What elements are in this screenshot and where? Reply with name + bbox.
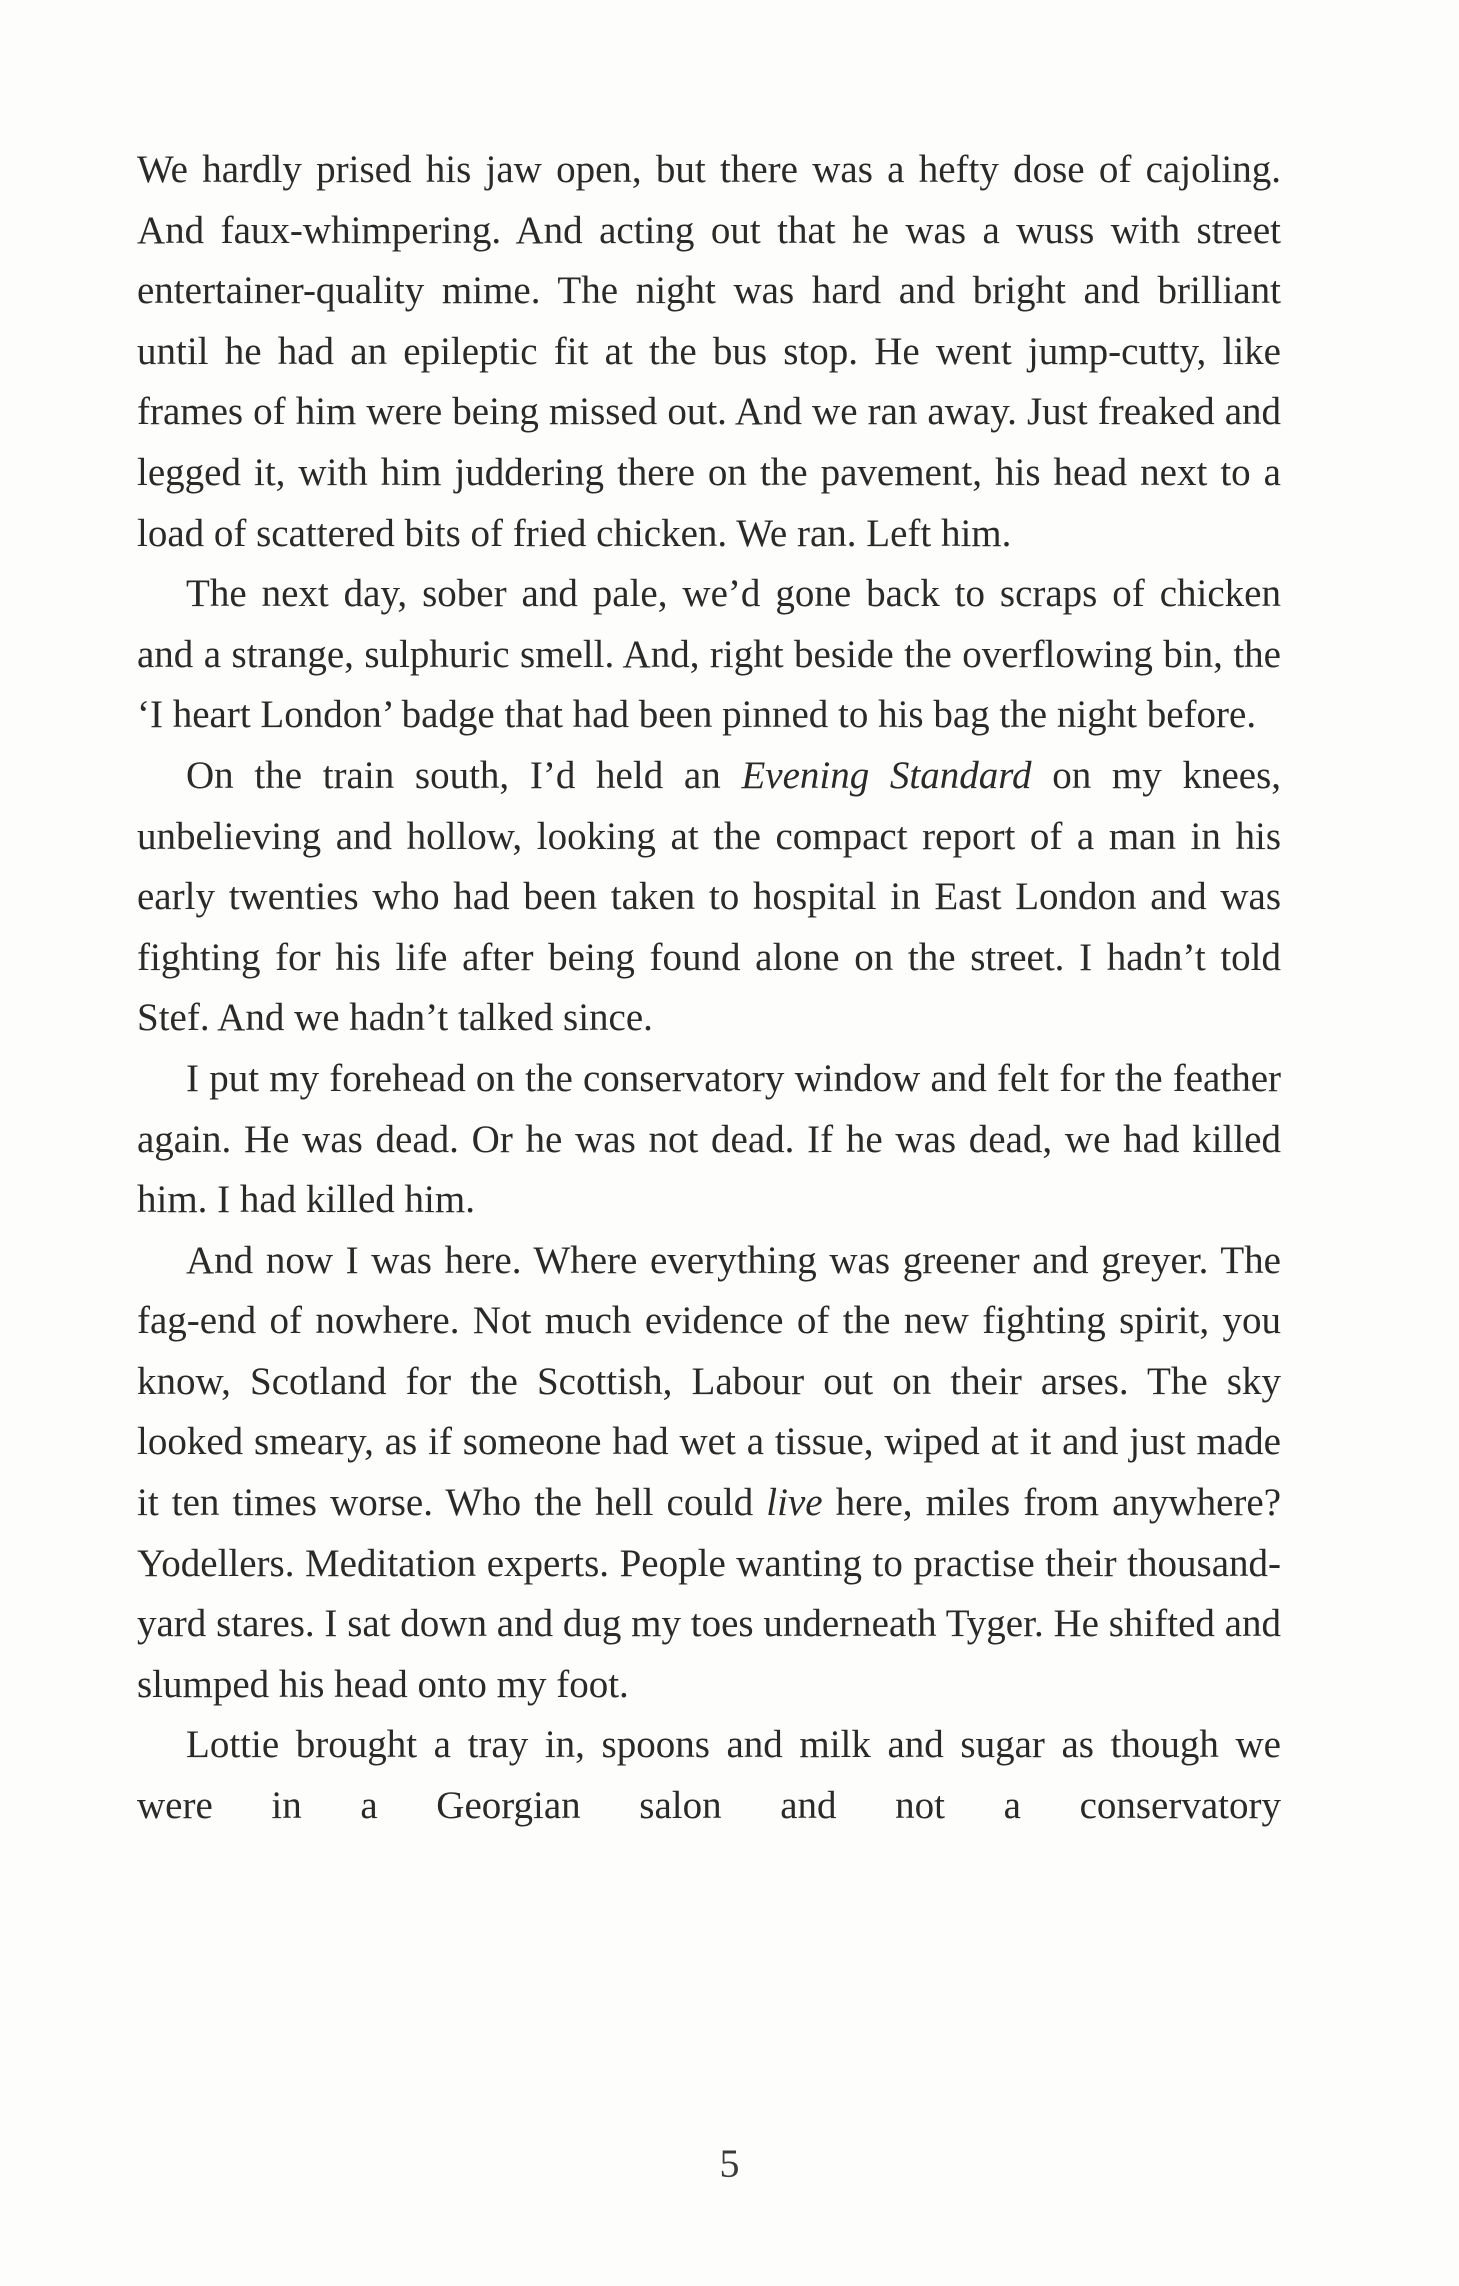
paragraph-3: [137, 746, 1281, 1049]
paragraph-3-part-1: On the train south, I’d held an: [186, 753, 742, 797]
paragraph-3-part-2: on my knees, unbelieving and hollow, looking at the compact report of a man in his early twenties who had been taken to hospital in East London and was fighting for his life after being found alone on the street. I hadn’t told Stef. And we hadn’t talked since.: [137, 753, 1282, 1040]
paragraph-5: [137, 1231, 1281, 1716]
paragraph-5-part-2: here, miles from anywhere? Yodellers. Meditation experts. People wanting to practise their thousand-yard stares. I sat down and dug my toes underneath Tyger. He shifted and slumped his head onto my foot.: [137, 1481, 1282, 1706]
paragraph-2: The next day, sober and pale, we’d gone back to scraps of chicken and a strange, sulphuric smell. And, right beside the overflowing bin, the ‘I heart London’ badge that had been pinned to his bag the night before.: [137, 572, 1281, 737]
emphasis-live: live: [766, 1481, 823, 1525]
newspaper-title: Evening Standard: [741, 753, 1032, 797]
paragraph-1: We hardly prised his jaw open, but there was a hefty dose of cajoling. And faux-whimpering. And acting out that he was a wuss with street entertainer-quality mime. The night was hard and bright and brilliant until he had an epileptic fit at the bus stop. He went jump-cutty, like frames of him were being missed out. And we ran away. Just freaked and legged it, with him juddering there on the pavement, his head next to a load of scattered bits of fried chicken. We ran. Left him.: [137, 148, 1281, 555]
body-text: [137, 140, 1281, 1837]
paragraph-4: I put my forehead on the conservatory window and felt for the feather again. He was dead. Or he was not dead. If he was dead, we had killed him. I had killed him.: [137, 1056, 1281, 1222]
paragraph-5-part-1: And now I was here. Where everything was greener and greyer. The fag-end of nowhere. Not much evidence of the new fighting spirit, you know, Scotland for the Scottish, Labour out on their arses. The sky looked smeary, as if someone had wet a tissue, wiped at it and just made it ten times worse. Who the hell could: [137, 1238, 1281, 1525]
paragraph-6: Lottie brought a tray in, spoons and milk and sugar as though we were in a Georgian salon and not a conservatory: [137, 1723, 1281, 1828]
page-number: 5: [719, 2141, 740, 2186]
